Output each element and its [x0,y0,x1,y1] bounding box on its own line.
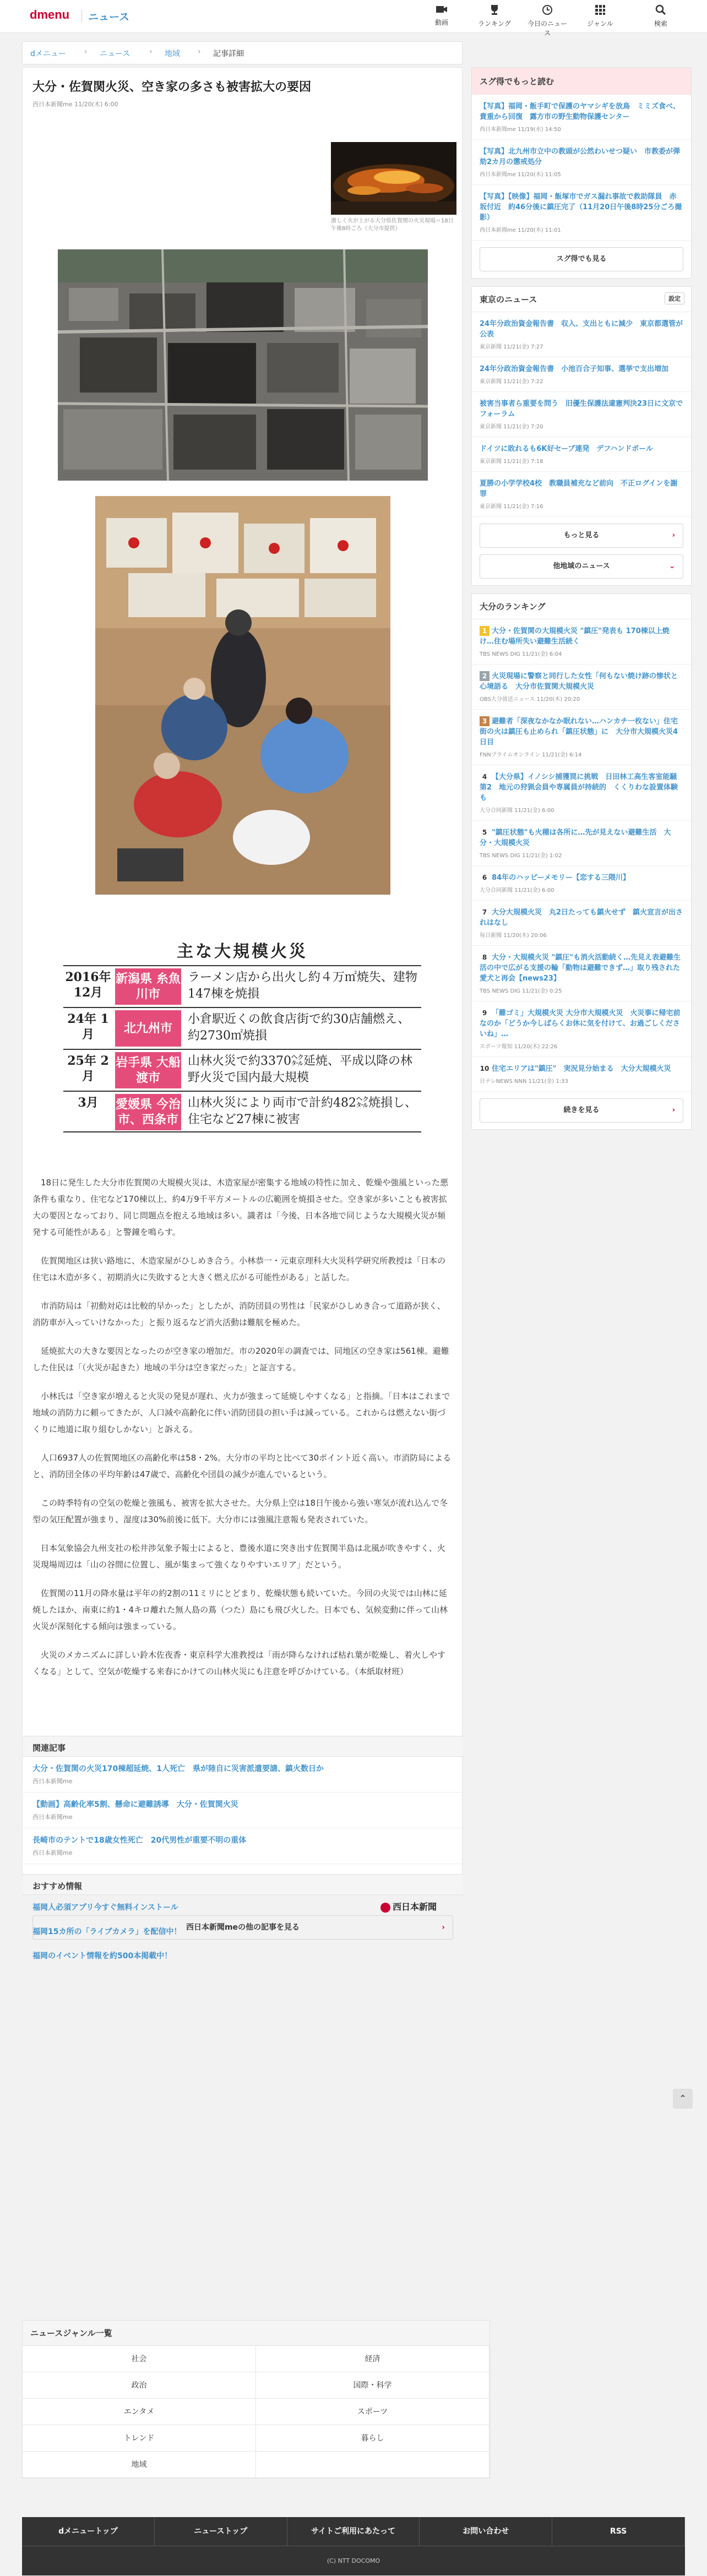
video-icon [436,4,448,14]
fire-table-title: 主な大規模火災 [177,942,308,961]
footer-terms[interactable]: サイトご利用にあたって [287,2517,420,2546]
chevron-right-icon: › [672,531,675,540]
trophy-icon [488,4,501,15]
nav-today[interactable] [525,3,569,37]
ranking-source: OBS大分放送ニュース 11/20(木) 20:20 [480,696,580,702]
genre-life[interactable]: 暮らし [256,2425,490,2452]
dmenu-logo[interactable]: dmenu [30,8,70,21]
rank-number: 9 [480,1008,490,1018]
article-body [32,1174,453,1692]
nav-genre-label: ジャンル [587,20,613,28]
article-paragraph: 火災のメカニズムに詳しい鈴木佐夜香・東京科学大准教授は「雨が降らなければ枯れ葉が乾燥し、着火しやすくなる」として、空気が乾燥する来春にかけての山林火災にも注意を呼びかけている。（本紙取材班） [32,1650,446,1676]
ranking-item[interactable] [472,1057,691,1092]
related-title: 大分・佐賀関の火災170棟超延焼、1人死亡 県が陸自に災害派遣要請、鎮火数日か [32,1764,324,1773]
fire-desc: 山林火災で約3370㌶延焼、平成以降の林野火災で国内最大規模 [188,1054,412,1085]
article-paragraph: 佐賀関の11月の降水量は平年の約2割の11ミリにとどまり、乾燥状態も続いていた。今回の火災では山林に延焼したほか、南東に約1・4キロ離れた無人島の蔦（つた）島にも飛び火した。日本でも、気候変動に伴って山林火災が深刻化する傾向は強まっている。 [32,1588,448,1631]
sidebar-item-title: 被害当事者ら重要を問う 旧優生保護法違憲判決23日に文京でフォーラム [480,400,683,418]
table-row [63,965,421,1007]
ranking-item[interactable] [472,946,691,1001]
sidebar-item-title: 【写真】【映像】福岡・飯塚市でガス漏れ事故で救助隊員 赤坂付近 約46分後に鎮圧完了（11月20日午後8時25分ごろ撮影） [480,193,682,222]
sidebar-item-title: 【写真】北九州市立中の教頭が公然わいせつ疑い 市教委が弾劾2カ月の懲戒処分 [480,148,681,166]
table-row [63,1091,421,1132]
ranking-box [471,593,692,1130]
footer-news-top[interactable]: ニューストップ [155,2517,287,2546]
ranking-title: 84年のハッピーメモリー【恋する三隈川】 [492,874,630,882]
ranking-source: FNNプライムオンライン 11/21(金) 6:14 [480,752,582,758]
article-paragraph: 延焼拡大の大きな要因となったのが空き家の増加だ。市の2020年の調査では、同地区の空き家は561棟。避難した住民は「（火災が起きた）地域の半分は空き家だった」と証言する。 [32,1346,449,1373]
genre-politics[interactable]: 政治 [23,2372,256,2399]
ranking-title: 大分・大規模火災 "鎮圧"も消火活動続く…先見え表避難生活の中で広がる支援の輪「動物は避難できず…」取り残された愛犬と再会【news23】 [480,954,681,983]
suguyomu-box [471,67,692,279]
news-logo[interactable]: ニュース [88,11,130,23]
publisher-mark-icon [380,1903,390,1913]
recommend-heading: おすすめ情報 [23,1874,463,1895]
related-source: 西日本新聞me [32,1813,73,1821]
sidebar-item-title: 24年分政治資金報告書 小池百合子知事、選挙で支出増加 [480,365,669,373]
ranking-source: 大分合同新聞 11/21(金) 6:00 [480,887,554,894]
genre-region[interactable]: 地域 [23,2452,256,2478]
grid-icon [595,4,606,15]
breadcrumb-current: 記事詳細 [213,50,244,58]
fire-desc: 小倉駅近くの飲食店街で約30店舗燃え、約2730㎡焼損 [188,1012,410,1043]
sidebar-item-title: 24年分政治資金報告書 収入、支出ともに減少 東京都選管が公表 [480,320,683,339]
recommend-item[interactable]: 福岡15カ所の「ライブカメラ」を配信中！ [32,1927,182,1936]
table-row [63,1007,421,1049]
ranking-more-label: 続きを見る [563,1106,600,1114]
fire-date: 24年 1月 [67,1012,109,1042]
ranking-item[interactable] [472,765,691,821]
genre-economy[interactable]: 経済 [256,2346,490,2372]
breadcrumb [22,41,463,64]
related-item[interactable] [23,1828,463,1864]
genre-heading: ニュースジャンル一覧 [23,2321,490,2346]
nav-video[interactable] [420,3,464,31]
chevron-right-icon: › [442,1923,445,1932]
ranking-source: 大分合同新聞 11/21(金) 6:00 [480,808,554,814]
ranking-item[interactable] [472,901,691,946]
ranking-source: TBS NEWS DIG 11/21(金) 0:25 [480,988,562,994]
fire-place: 北九州市 [115,1010,181,1047]
fire-desc: ラーメン店から出火し約４万㎡焼失、建物147棟を焼損 [188,971,417,1001]
rank-number: 5 [480,827,490,837]
nav-ranking[interactable] [472,3,516,31]
ranking-item[interactable] [472,710,691,765]
ranking-item[interactable] [472,821,691,866]
related-title: 長崎市のテントで18歳女性死亡 20代男性が重要不明の重体 [32,1836,247,1845]
ranking-source: スポーツ報知 11/20(木) 22:26 [480,1044,558,1050]
scroll-to-top-button[interactable] [673,2089,693,2109]
other-region-label: 他地域のニュース [553,562,610,570]
sidebar-item-source: 東京新聞 11/21(金) 7:27 [480,344,543,350]
ranking-more-button[interactable] [480,1098,683,1123]
related-item[interactable] [23,1793,463,1828]
article-paragraph: 人口6937人の佐賀関地区の高齢化率は58・2%。大分市の平均と比べて30ポイント近く高い。市消防局によると、消防団全体の平均年齢は47歳で、高齢化や団員の減少が進んでいるという。 [32,1453,452,1479]
footer-contact[interactable]: お問い合わせ [420,2517,552,2546]
rank-number: 7 [480,907,490,917]
recommend-item[interactable]: 福岡のイベント情報を約500本掲載中！ [32,1952,172,1960]
ranking-title: 火災現場に警察と同行した女性「何もない焼け跡の惨状と心境語る 大分市佐賀関大規模火災 [480,672,678,691]
rank-number: 4 [480,772,490,782]
ranking-item[interactable] [472,1001,691,1057]
footer-rss[interactable]: RSS [552,2517,685,2546]
sidebar-item-title: 【写真】福岡・飯手町で保護のヤマシギを放鳥 ミミズ食べ、貴重から回復 露方市の野生動物保護センター [480,102,681,121]
suguyomu-heading: スグ得でもっと読む [472,68,691,95]
other-region-button[interactable] [480,554,683,579]
rank-number: 10 [480,1065,490,1072]
chevron-up-icon: ⌃ [679,2093,687,2104]
nav-ranking-label: ランキング [478,20,511,28]
more-publisher-label: 西日本新聞meの他の記事を見る [186,1923,300,1932]
ranking-source: 毎日新聞 11/20(木) 20:06 [480,933,547,939]
fire-date: 3月 [78,1096,99,1110]
rank-number: 3 [480,716,490,726]
tokyo-more-label: もっと見る [563,531,600,540]
table-row [63,1049,421,1091]
genre-world-science[interactable]: 国際・科学 [256,2372,490,2399]
breadcrumb-region[interactable]: 地域 [165,50,180,58]
sidebar-item-source: 東京新聞 11/21(金) 7:18 [480,459,543,465]
genre-society[interactable]: 社会 [23,2346,256,2372]
nav-search-label: 検索 [654,20,667,28]
ranking-title: 【大分県】イノシシ捕獲罠に挑戦 日田林工高生客室能騒第2 地元の狩猟会員や専属員が持続的 くくりわな設置体験も [480,773,678,802]
genre-sports[interactable]: スポーツ [256,2399,490,2425]
list-item[interactable] [472,140,691,185]
nav-today-label: 今日のニュース [527,20,567,37]
nav-video-label: 動画 [434,19,448,26]
ranking-source: 日テレNEWS NNN 11/21(金) 1:33 [480,1079,568,1085]
sidebar-item-source: 東京新聞 11/21(金) 7:16 [480,504,543,510]
sidebar-item-source: 西日本新聞me 11/19(水) 14:50 [480,127,561,133]
list-item[interactable] [472,472,691,517]
region-setting-button[interactable]: 設定 [665,292,684,304]
ranking-title: 大分大規模火災 丸2日たっても鎮火せず 鎮火宣言が出されはなし [480,908,683,927]
rank-number: 1 [480,626,490,636]
footer-dmenu-top[interactable]: dメニュートップ [22,2517,155,2546]
more-publisher-articles-button[interactable] [32,1915,453,1940]
fire-desc: 山林火災により両市で計約482㌶焼損し、住宅など27棟に被害 [188,1096,417,1126]
article-paragraph: 18日に発生した大分市佐賀関の大規模火災は、木造家屋が密集する地域の特性に加え、乾燥や強風といった悪条件も重なり、住宅など170棟以上、約4万9千平方メートルの広範囲を焼損させた。空き家が多いことも被害拡大の要因となっており、同じ問題点を抱える地域は多い。識者は「今後、日本各地で同じような大規模火災が頻発する可能性がある」と警鐘を鳴らす。 [32,1178,448,1237]
related-item[interactable] [23,1757,463,1793]
tokyo-news-title: 東京のニュース [480,295,537,304]
ranking-item[interactable] [472,619,691,665]
sidebar-item-source: 東京新聞 11/21(金) 7:22 [480,379,543,385]
related-title: 【動画】高齢化率5割、懸命に避難誘導 大分・佐賀関火災 [32,1800,238,1809]
list-item[interactable] [472,437,691,472]
major-fires-table [63,938,421,1131]
logo-divider [81,10,82,22]
sidebar-item-source: 西日本新聞me 11/20(木) 11:01 [480,227,561,233]
ranking-title: 避難者「深夜なかなか眠れない…ハンカチ一枚ない」住宅街の火は鎮圧も止められ「鎮圧状態」に 大分市大規模火災4日目 [480,717,678,747]
search-icon [655,4,666,15]
tokyo-more-button[interactable] [480,524,683,548]
sidebar [471,67,692,1137]
related-source: 西日本新聞me [32,1778,73,1785]
breadcrumb-dmenu[interactable]: dメニュー [30,50,66,58]
fire-date: 25年 2月 [67,1054,109,1083]
fire-night-photo[interactable] [331,142,456,215]
tokyo-news-box [471,286,692,586]
fire-date: 2016年 12月 [65,970,111,1000]
ranking-item[interactable] [472,866,691,901]
publisher-logo-text: 西日本新聞 [393,1902,437,1912]
ranking-title: "鎮圧状態"も火種は各所に…先が見えない避難生活 大分・大規模火災 [480,829,671,847]
ranking-title: 住宅エリアは"鎮圧" 実況見分始まる 大分大規模火災 [492,1065,671,1073]
article-date: 西日本新聞me 11/20(木) 6:00 [32,101,118,108]
site-header [0,0,707,37]
article-paragraph: この時季特有の空気の乾燥と強風も、被害を拡大させた。大分県上空は18日午後から強い寒気が流れ込んで冬型の気圧配置が強まり、湿度は30%前後に低下。大分市には強風注意報も発表されていた。 [32,1498,448,1524]
genre-entertainment[interactable]: エンタメ [23,2399,256,2425]
nav-genre[interactable] [578,3,622,31]
list-item[interactable] [472,185,691,241]
copyright: (C) NTT DOCOMO [327,2557,380,2564]
chevron-right-icon: › [198,47,201,56]
article-paragraph: 日本気象協会九州支社の松井渉気象予報士によると、豊後水道に突き出す佐賀関半島は北風が吹きやすく、火災現場周辺は「山の谷間に位置し、風が集まって強くなりやすいエリア」だという。 [32,1543,445,1570]
fire-place: 新潟県 糸魚川市 [115,968,181,1005]
evacuation-shelter-photo[interactable] [95,496,390,895]
related-source: 西日本新聞me [32,1849,73,1856]
ranking-title: 「難ゴミ」大規模火災 大分市大規模火災 火災事に帰宅前なのか「どうか今しばらくお休に気を付けて、お過ごしくださいね」… [480,1009,681,1038]
genre-empty-cell [256,2452,490,2478]
chevron-right-icon: › [149,47,153,56]
tokyo-news-heading [472,287,691,312]
photo-caption: 激しく火が上がる大分県佐賀関の火災現場＝18日午後8時ごろ（大分市提供） [331,218,454,232]
ranking-source: TBS NEWS DIG 11/21(金) 1:02 [480,853,562,859]
fire-place: 愛媛県 今治市、西条市 [115,1094,181,1130]
genre-trend[interactable]: トレンド [23,2425,256,2452]
ranking-source: TBS NEWS DIG 11/21(金) 6:04 [480,651,562,657]
suguyomu-more-button[interactable]: スグ得でも見る [480,247,683,271]
nav-search[interactable] [639,3,683,31]
sidebar-item-source: 東京新聞 11/21(金) 7:20 [480,424,543,430]
article-title: 大分・佐賀関火災、空き家の多さも被害拡大の要因 [32,80,312,94]
sidebar-item-title: 夏勝の小学学校4校 教職員補充など前向 不正ログインを謝罪 [480,480,678,498]
list-item[interactable] [472,357,691,392]
sidebar-item-title: ドイツに敗れるも6K好セーブ連発 デフハンドボール [480,445,653,453]
ranking-title: 大分・佐賀関の大規模火災 "鎮圧"発表も 170棟以上焼け…住む場所失い避難生活続く [480,627,670,646]
list-item[interactable] [472,392,691,437]
clock-icon [542,4,553,15]
site-footer [22,2517,685,2575]
fire-place: 岩手県 大船渡市 [115,1052,181,1088]
list-item[interactable] [472,312,691,357]
genre-list [22,2320,490,2479]
rank-number: 8 [480,952,490,962]
chevron-down-icon: ⌄ [669,562,675,570]
breadcrumb-news[interactable]: ニュース [100,50,130,58]
ranking-item[interactable] [472,665,691,710]
ranking-heading: 大分のランキング [472,594,691,619]
aerial-burned-area-photo[interactable] [58,249,428,481]
rank-number: 2 [480,671,490,681]
article-main [22,67,463,1960]
publisher-logo [380,1900,437,1913]
article-paragraph: 佐賀関地区は狭い路地に、木造家屋がひしめき合う。小林恭一・元東京理科大火災科学研究所教授は「日本の住宅は木造が多く、初期消火に失敗すると大きく燃え広がる可能性がある」と話した。 [32,1256,446,1282]
recommend-item[interactable]: 福岡人必須アプリ今すぐ無料インストール [32,1903,178,1912]
list-item[interactable] [472,95,691,140]
article-paragraph: 小林氏は「空き家が増えると火災の発見が遅れ、火力が強まって延焼しやすくなる」と指摘。「日本はこれまで地域の消防力に頼ってきたが、人口減や高齢化に伴い消防団員の担い手は減っている。これからは燃えない街づくりに地道に取り組むしかない」と訴える。 [32,1391,450,1434]
chevron-right-icon: › [672,1106,675,1114]
article-paragraph: 市消防局は「初動対応は比較的早かった」としたが、消防団員の男性は「民家がひしめき合って道路が狭く、消防車が入っていけなかった」と振り返るなど消火活動は難航を極めた。 [32,1301,445,1327]
rank-number: 6 [480,873,490,883]
chevron-right-icon: › [84,47,88,56]
related-heading: 関連記事 [23,1736,463,1757]
sidebar-item-source: 西日本新聞me 11/20(木) 11:05 [480,172,561,178]
